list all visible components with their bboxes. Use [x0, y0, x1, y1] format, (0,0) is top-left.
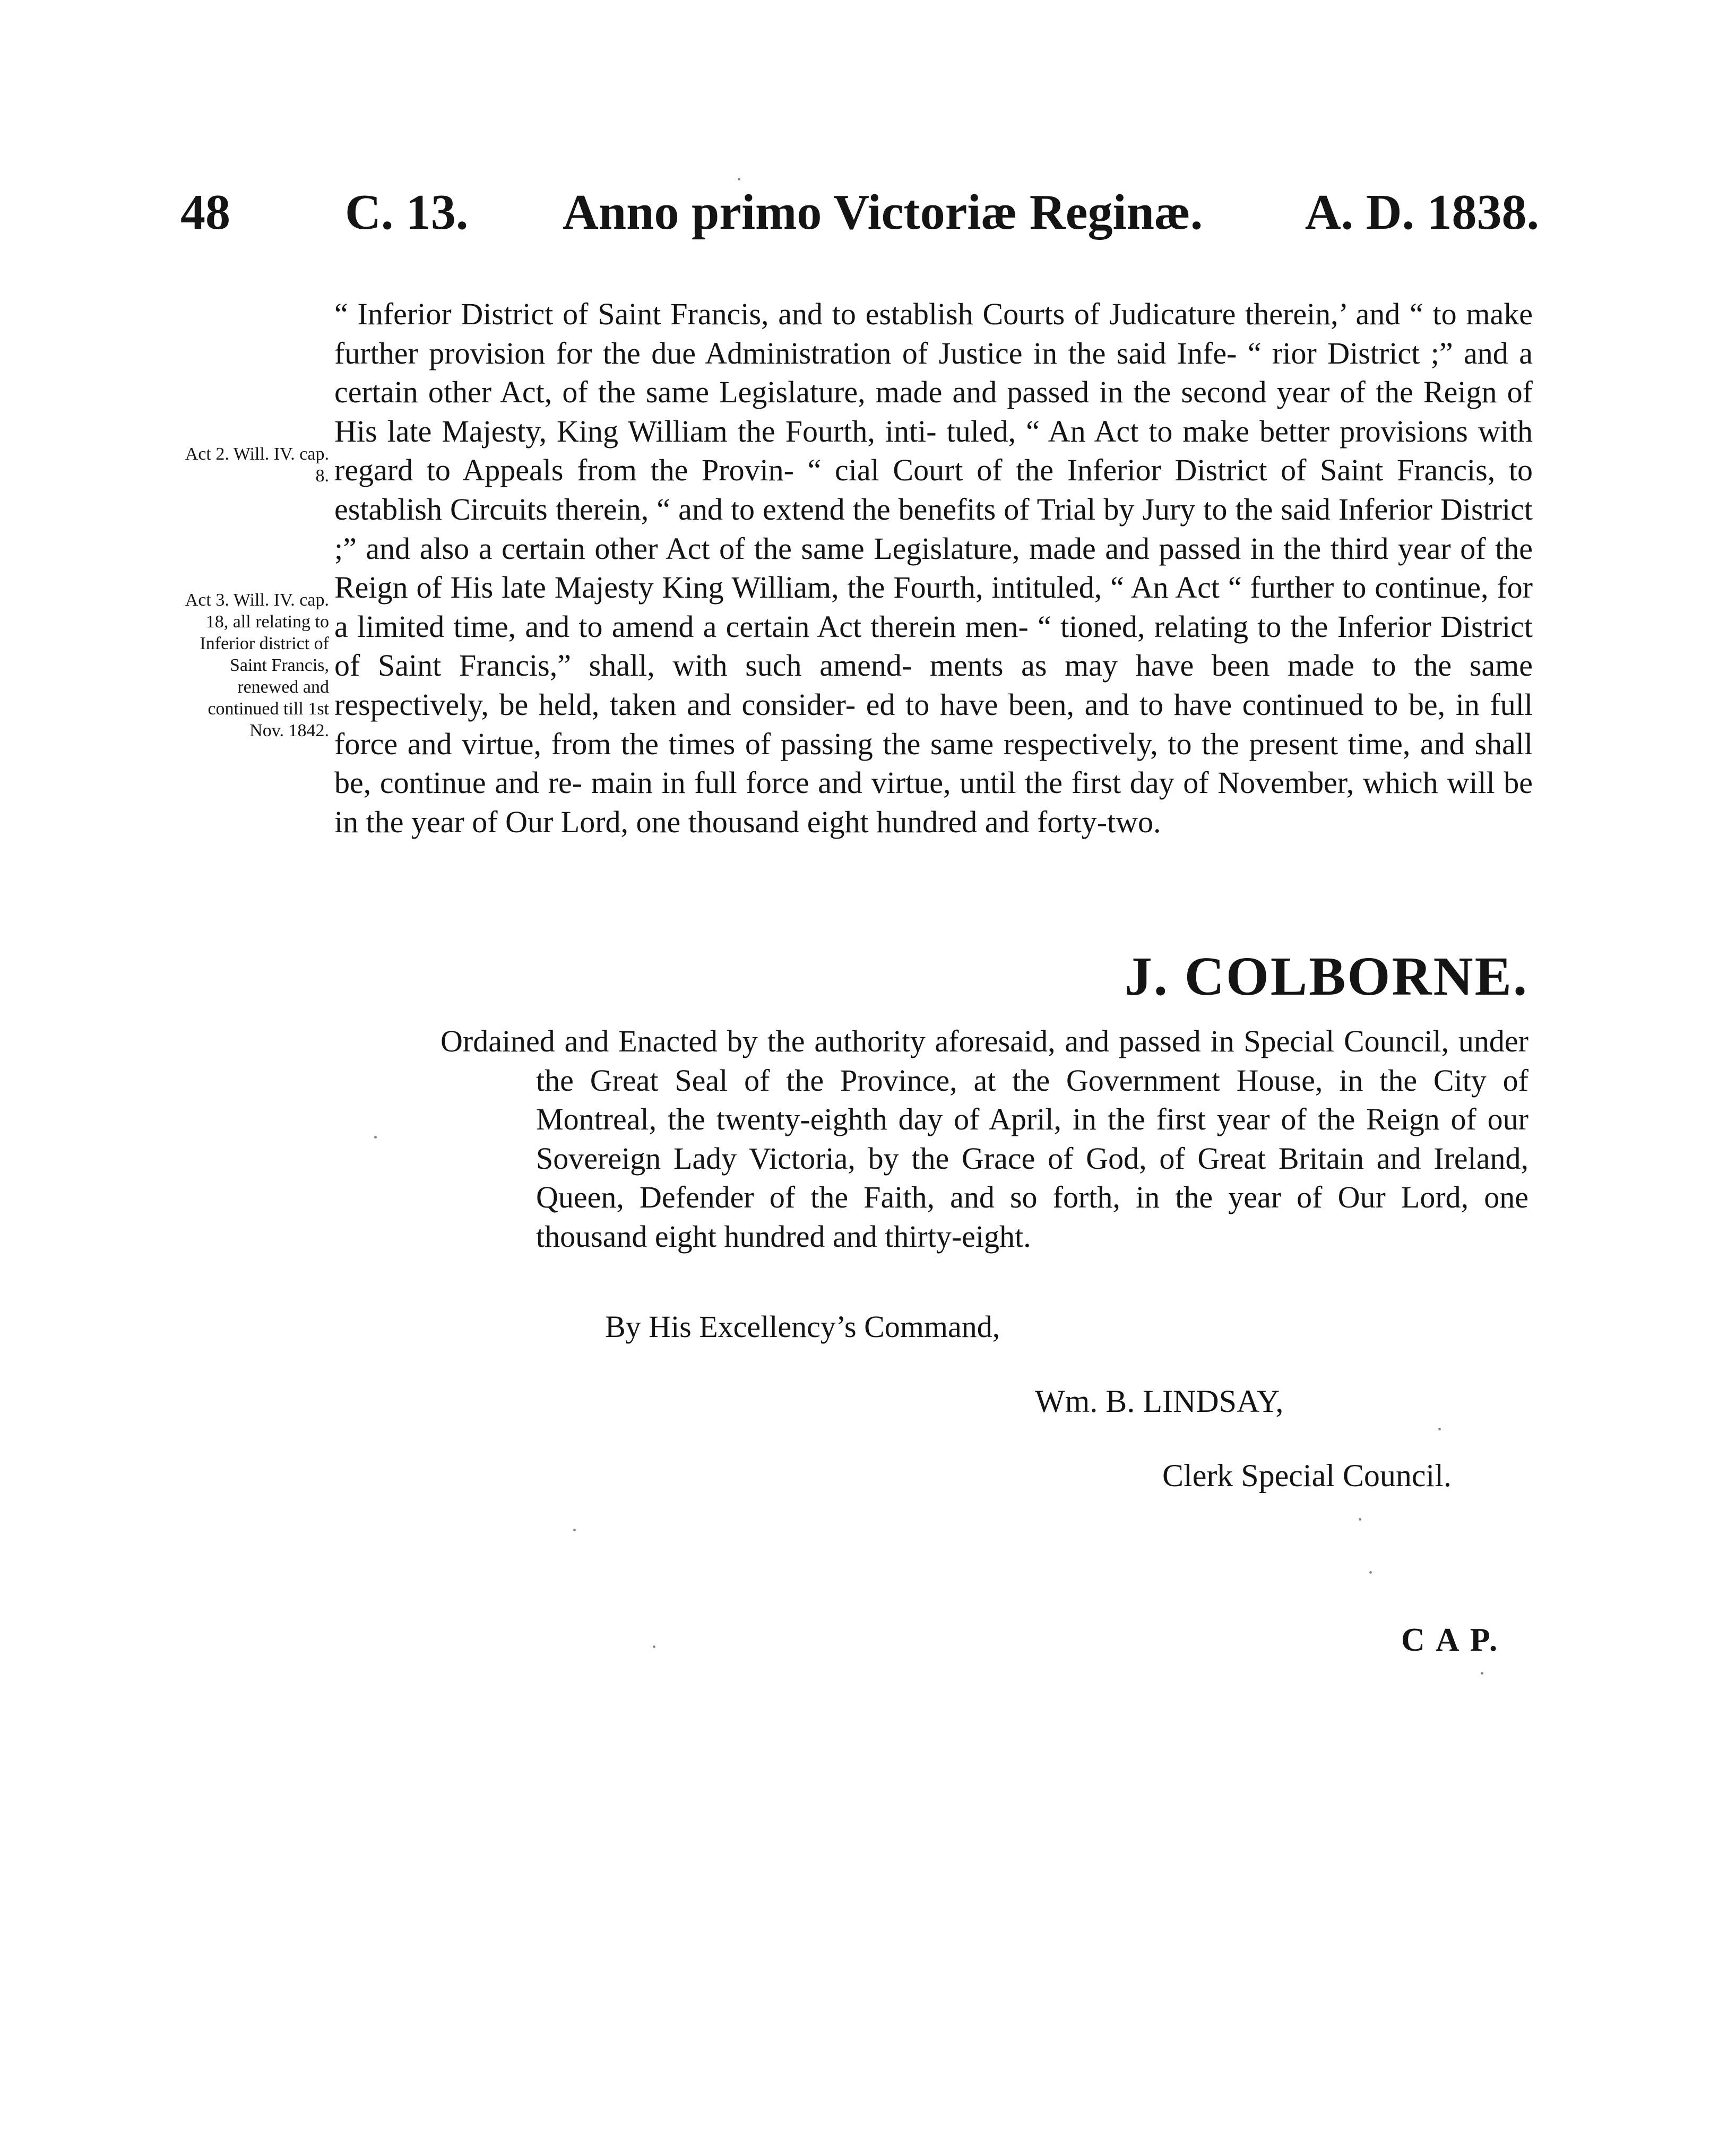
running-title: Anno primo Victoriæ Reginæ.: [563, 185, 1203, 240]
year-label: A. D. 1838.: [1305, 185, 1539, 240]
enactment-clause: [441, 1022, 1528, 1256]
paper-speck: [653, 1645, 655, 1648]
catchword: C A P.: [1401, 1622, 1500, 1658]
margin-note: Act 2. Will. IV. cap. 8.: [185, 444, 329, 486]
paper-speck: [573, 1529, 576, 1531]
paper-speck: [1481, 1672, 1483, 1675]
signer-name: Wm. B. LINDSAY,: [1035, 1384, 1284, 1419]
page-number: 48: [180, 185, 230, 240]
chapter-number: C. 13.: [345, 185, 469, 240]
body-text: [334, 295, 1533, 841]
paper-speck: [1369, 1571, 1372, 1574]
paper-speck: [1359, 1518, 1361, 1521]
command-line: By His Excellency’s Command,: [605, 1309, 1000, 1344]
paper-speck: [374, 1136, 377, 1139]
paper-speck: [1438, 1428, 1441, 1430]
governor-signature: J. COLBORNE.: [1124, 946, 1528, 1007]
body-paragraph: “ Inferior District of Saint Francis, and to establish Courts of Judicature therein,’ and “ to make further provision for the due Administration of Justice in the said Infe- “ rior District ;” and a certain other Act, of the same Legislature, made and passed in the second year of the Reign of His late Majesty, King William the Fourth, inti- tuled, “ An Act to make better provisions with regard to Appeals from the Provin- “ cial Court of the Inferior District of Saint Francis, to establish Circuits therein, “ and to extend the benefits of Trial by Jury to the said Inferior District ;” and also a certain other Act of the same Legislature, made and passed in the third year of the Reign of His late Majesty King William, the Fourth, intituled, “ An Act “ further to continue, for a limited time, and to amend a certain Act therein men- “ tioned, relating to the Inferior District of Saint Francis,” shall, with such amend- ments as may have been made to the same respectively, be held, taken and consider- ed to have been, and to have continued to be, in full force and virtue, from the times of passing the same respectively, to the present time, and shall be, continue and re- main in full force and virtue, until the first day of November, which will be in the year of Our Lord, one thousand eight hundred and forty-two.: [334, 297, 1533, 839]
paper-speck: [738, 178, 740, 180]
signer-title: Clerk Special Council.: [1162, 1458, 1452, 1493]
enactment-paragraph: Ordained and Enacted by the authority aforesaid, and passed in Special Council, under the Great Seal of the Province, at the Government House, in the City of Montreal, the twenty-eighth day of April, in the first year of the Reign of our Sovereign Lady Victoria, by the Grace of God, of Great Britain and Ireland, Queen, Defender of the Faith, and so forth, in the year of Our Lord, one thousand eight hundred and thirty-eight.: [441, 1024, 1528, 1254]
running-header: [180, 175, 1539, 249]
margin-note: Act 3. Will. IV. cap. 18, all relating to Inferior district of Saint Francis, renewed and continued till 1st Nov. 1842.: [185, 590, 329, 740]
